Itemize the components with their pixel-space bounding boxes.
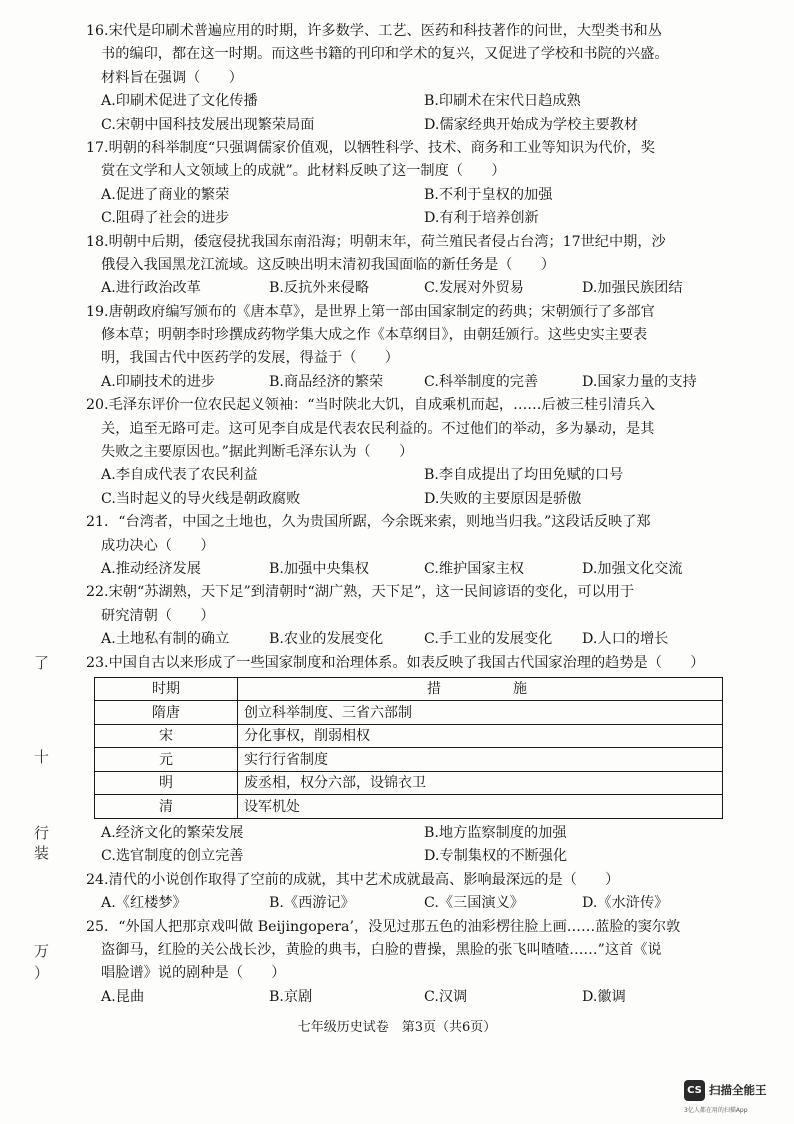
option-row — [86, 558, 726, 581]
table-cell-period: 明 — [95, 771, 238, 795]
option-d[interactable]: D.失败的主要原因是骄傲 — [424, 490, 582, 507]
margin-mark: 了 — [34, 654, 50, 672]
option-c[interactable]: C.当时起义的导火线是朝政腐败 — [101, 490, 301, 507]
question-text-line: 18.明朝中后期，倭寇侵扰我国东南沿海；明朝末年，荷兰殖民者侵占台湾；17世纪中期，沙 — [86, 233, 666, 250]
option-c[interactable]: C.宋朝中国科技发展出现繁荣局面 — [101, 116, 315, 133]
question-text-line: 24.清代的小说创作取得了空前的成就，其中艺术成就最高、影响最深远的是（ ） — [86, 871, 620, 888]
table-cell-measure: 创立科举制度、三省六部制 — [238, 701, 723, 725]
option-c[interactable]: C.维护国家主权 — [424, 560, 524, 577]
table-cell-measure: 实行行省制度 — [238, 748, 723, 772]
question-text-line: 25．“外国人把那京戏叫做 Beijingopera’，没见过那五色的油彩楞往脸上画……蓝脸的窦尔敦 — [86, 918, 681, 935]
question-text-line: 材料旨在强调（ ） — [101, 69, 243, 86]
question-text-line: 17.明朝的科举制度“只强调儒家价值观，以牺牲科学、技术、商务和工业等知识为代价，奖 — [86, 139, 655, 156]
governance-table — [94, 677, 723, 819]
option-d[interactable]: D.人口的增长 — [582, 631, 669, 648]
question-text-line: 明，我国古代中医药学的发展，得益于（ ） — [101, 350, 399, 367]
option-row — [86, 986, 726, 1009]
table-cell-period: 元 — [95, 748, 238, 772]
page-footer: 七年级历史试卷 第3页（共6页） — [297, 1020, 497, 1035]
option-d[interactable]: D.有利于培养创新 — [424, 210, 539, 227]
option-row — [86, 277, 726, 300]
question-text-line: 成功决心（ ） — [101, 537, 215, 554]
option-b[interactable]: B.《西游记》 — [269, 895, 355, 912]
table-cell-measure: 设军机处 — [238, 795, 723, 819]
option-b[interactable]: B.李自成提出了均田免赋的口号 — [424, 467, 624, 484]
option-row — [86, 845, 726, 868]
option-a[interactable]: A.进行政治改革 — [101, 280, 201, 297]
option-d[interactable]: D.徽调 — [582, 988, 626, 1005]
option-b[interactable]: B.反抗外来侵略 — [269, 280, 370, 297]
question-22 — [86, 581, 726, 651]
option-d[interactable]: D.儒家经典开始成为学校主要教材 — [424, 116, 639, 133]
question-17 — [86, 137, 726, 231]
option-a[interactable]: A.土地私有制的确立 — [101, 631, 230, 648]
question-text-line: 俄侵入我国黑龙江流域。这反映出明末清初我国面临的新任务是（ ） — [101, 256, 556, 273]
table-row — [95, 795, 723, 819]
question-text-line: 失败之主要原因也。”据此判断毛泽东认为（ ） — [101, 444, 414, 461]
option-b[interactable]: B.商品经济的繁荣 — [269, 373, 384, 390]
margin-mark: ） — [34, 964, 50, 982]
option-b[interactable]: B.印刷术在宋代日趋成熟 — [424, 93, 581, 110]
option-c[interactable]: C.科举制度的完善 — [424, 373, 539, 390]
option-c[interactable]: C.阻碍了社会的进步 — [101, 210, 230, 227]
table-cell-measure: 废丞相，权分六部，设锦衣卫 — [238, 771, 723, 795]
question-list — [86, 20, 726, 1009]
question-20 — [86, 394, 726, 511]
option-a[interactable]: A.李自成代表了农民利益 — [101, 467, 258, 484]
option-b[interactable]: B.加强中央集权 — [269, 560, 370, 577]
question-text-line: 书的编印，都在这一时期。而这些书籍的刊印和学术的复兴，又促进了学校和书院的兴盛。 — [101, 46, 669, 63]
margin-mark: 万 — [34, 942, 50, 960]
option-a[interactable]: A.印刷技术的进步 — [101, 373, 216, 390]
option-row — [86, 114, 726, 137]
table-row — [95, 701, 723, 725]
table-cell-measure: 分化事权，削弱相权 — [238, 724, 723, 748]
option-row — [86, 488, 726, 511]
option-d[interactable]: D.加强民族团结 — [582, 280, 683, 297]
question-19 — [86, 301, 726, 395]
option-c[interactable]: C.手工业的发展变化 — [424, 631, 553, 648]
question-text-line: 关，追至无路可走。这可见李自成是代表农民利益的。不过他们的举动，多为暴动，是其 — [101, 420, 655, 437]
option-row — [86, 207, 726, 230]
option-row — [86, 184, 726, 207]
table-cell-period: 清 — [95, 795, 238, 819]
table-header-row — [95, 677, 723, 701]
option-c[interactable]: C.发展对外贸易 — [424, 280, 524, 297]
question-text-line: 盗御马，红脸的关公战长沙，黄脸的典韦，白脸的曹操，黑脸的张飞叫喳喳……”这首《说 — [101, 941, 662, 958]
question-text-line: 21．“台湾者，中国之土地也，久为贵国所踞，今余既来索，则地当归我。”这段话反映了郑 — [86, 514, 651, 531]
question-text-line: 23.中国自古以来形成了一些国家制度和治理体系。如表反映了我国古代国家治理的趋势是（ ） — [86, 654, 705, 671]
question-text-line: 19.唐朝政府编写颁布的《唐本草》，是世界上第一部由国家制定的药典；宋朝颁行了多部官 — [86, 303, 655, 320]
option-a[interactable]: A.昆曲 — [101, 988, 145, 1005]
question-text-line: 修本草；明朝李时珍撰成药物学集大成之作《本草纲目》，由朝廷颁行。这些史实主要表 — [101, 327, 648, 344]
table-row — [95, 748, 723, 772]
table-header-period: 时期 — [95, 677, 238, 701]
table-cell-period: 宋 — [95, 724, 238, 748]
option-row — [86, 90, 726, 113]
question-text-line: 研究清朝（ ） — [101, 607, 215, 624]
option-a[interactable]: A.《红楼梦》 — [101, 895, 187, 912]
scanner-tagline: 3亿人都在用的扫描App — [684, 1107, 748, 1114]
question-text-line: 16.宋代是印刷术普遍应用的时期，许多数学、工艺、医药和科技著作的问世，大型类书和丛 — [86, 23, 662, 39]
option-d[interactable]: D.国家力量的支持 — [582, 373, 697, 390]
option-a[interactable]: A.促进了商业的繁荣 — [101, 186, 230, 203]
option-a[interactable]: A.推动经济发展 — [101, 560, 201, 577]
margin-mark: 行 — [34, 824, 50, 842]
option-d[interactable]: D.《水浒传》 — [582, 895, 669, 912]
option-a[interactable]: A.经济文化的繁荣发展 — [101, 824, 244, 841]
camscanner-logo-icon: CS — [684, 1080, 705, 1101]
question-16 — [86, 20, 726, 137]
table-cell-period: 隋唐 — [95, 701, 238, 725]
option-row — [86, 628, 726, 651]
option-b[interactable]: B.农业的发展变化 — [269, 631, 384, 648]
table-row — [95, 724, 723, 748]
option-c[interactable]: C.选官制度的创立完善 — [101, 848, 244, 865]
option-d[interactable]: D.加强文化交流 — [582, 560, 683, 577]
option-row — [86, 464, 726, 487]
question-25 — [86, 916, 726, 1010]
question-text-line: 唱脸谱》说的剧种是（ ） — [101, 965, 286, 982]
question-18 — [86, 231, 726, 301]
question-text-line: 20.毛泽东评价一位农民起义领袖：“当时陕北大饥，自成乘机而起，……后被三桂引清兵入 — [86, 397, 655, 414]
scanner-app-name: 扫描全能王 — [709, 1083, 767, 1097]
question-24 — [86, 869, 726, 916]
table-header-measures: 措施 — [238, 677, 723, 701]
question-23 — [86, 652, 726, 869]
option-c[interactable]: C.汉调 — [424, 988, 468, 1005]
option-b[interactable]: B.不利于皇权的加强 — [424, 186, 553, 203]
scanner-watermark — [684, 1080, 788, 1116]
option-row — [86, 892, 726, 915]
question-21 — [86, 511, 726, 581]
option-row — [86, 371, 726, 394]
margin-mark: 装 — [34, 844, 50, 862]
question-text-line: 赏在文学和人文领域上的成就”。此材料反映了这一制度（ ） — [101, 163, 506, 180]
option-b[interactable]: B.京剧 — [269, 988, 313, 1005]
option-a[interactable]: A.印刷术促进了文化传播 — [101, 93, 258, 110]
margin-mark: 十 — [34, 748, 50, 766]
table-row — [95, 771, 723, 795]
option-c[interactable]: C.《三国演义》 — [424, 895, 524, 912]
option-row — [86, 822, 726, 845]
option-b[interactable]: B.地方监察制度的加强 — [424, 824, 567, 841]
question-text-line: 22.宋朝“苏湖熟，天下足”到清朝时“湖广熟，天下足”，这一民间谚语的变化，可以用于 — [86, 584, 635, 601]
option-d[interactable]: D.专制集权的不断强化 — [424, 848, 568, 865]
